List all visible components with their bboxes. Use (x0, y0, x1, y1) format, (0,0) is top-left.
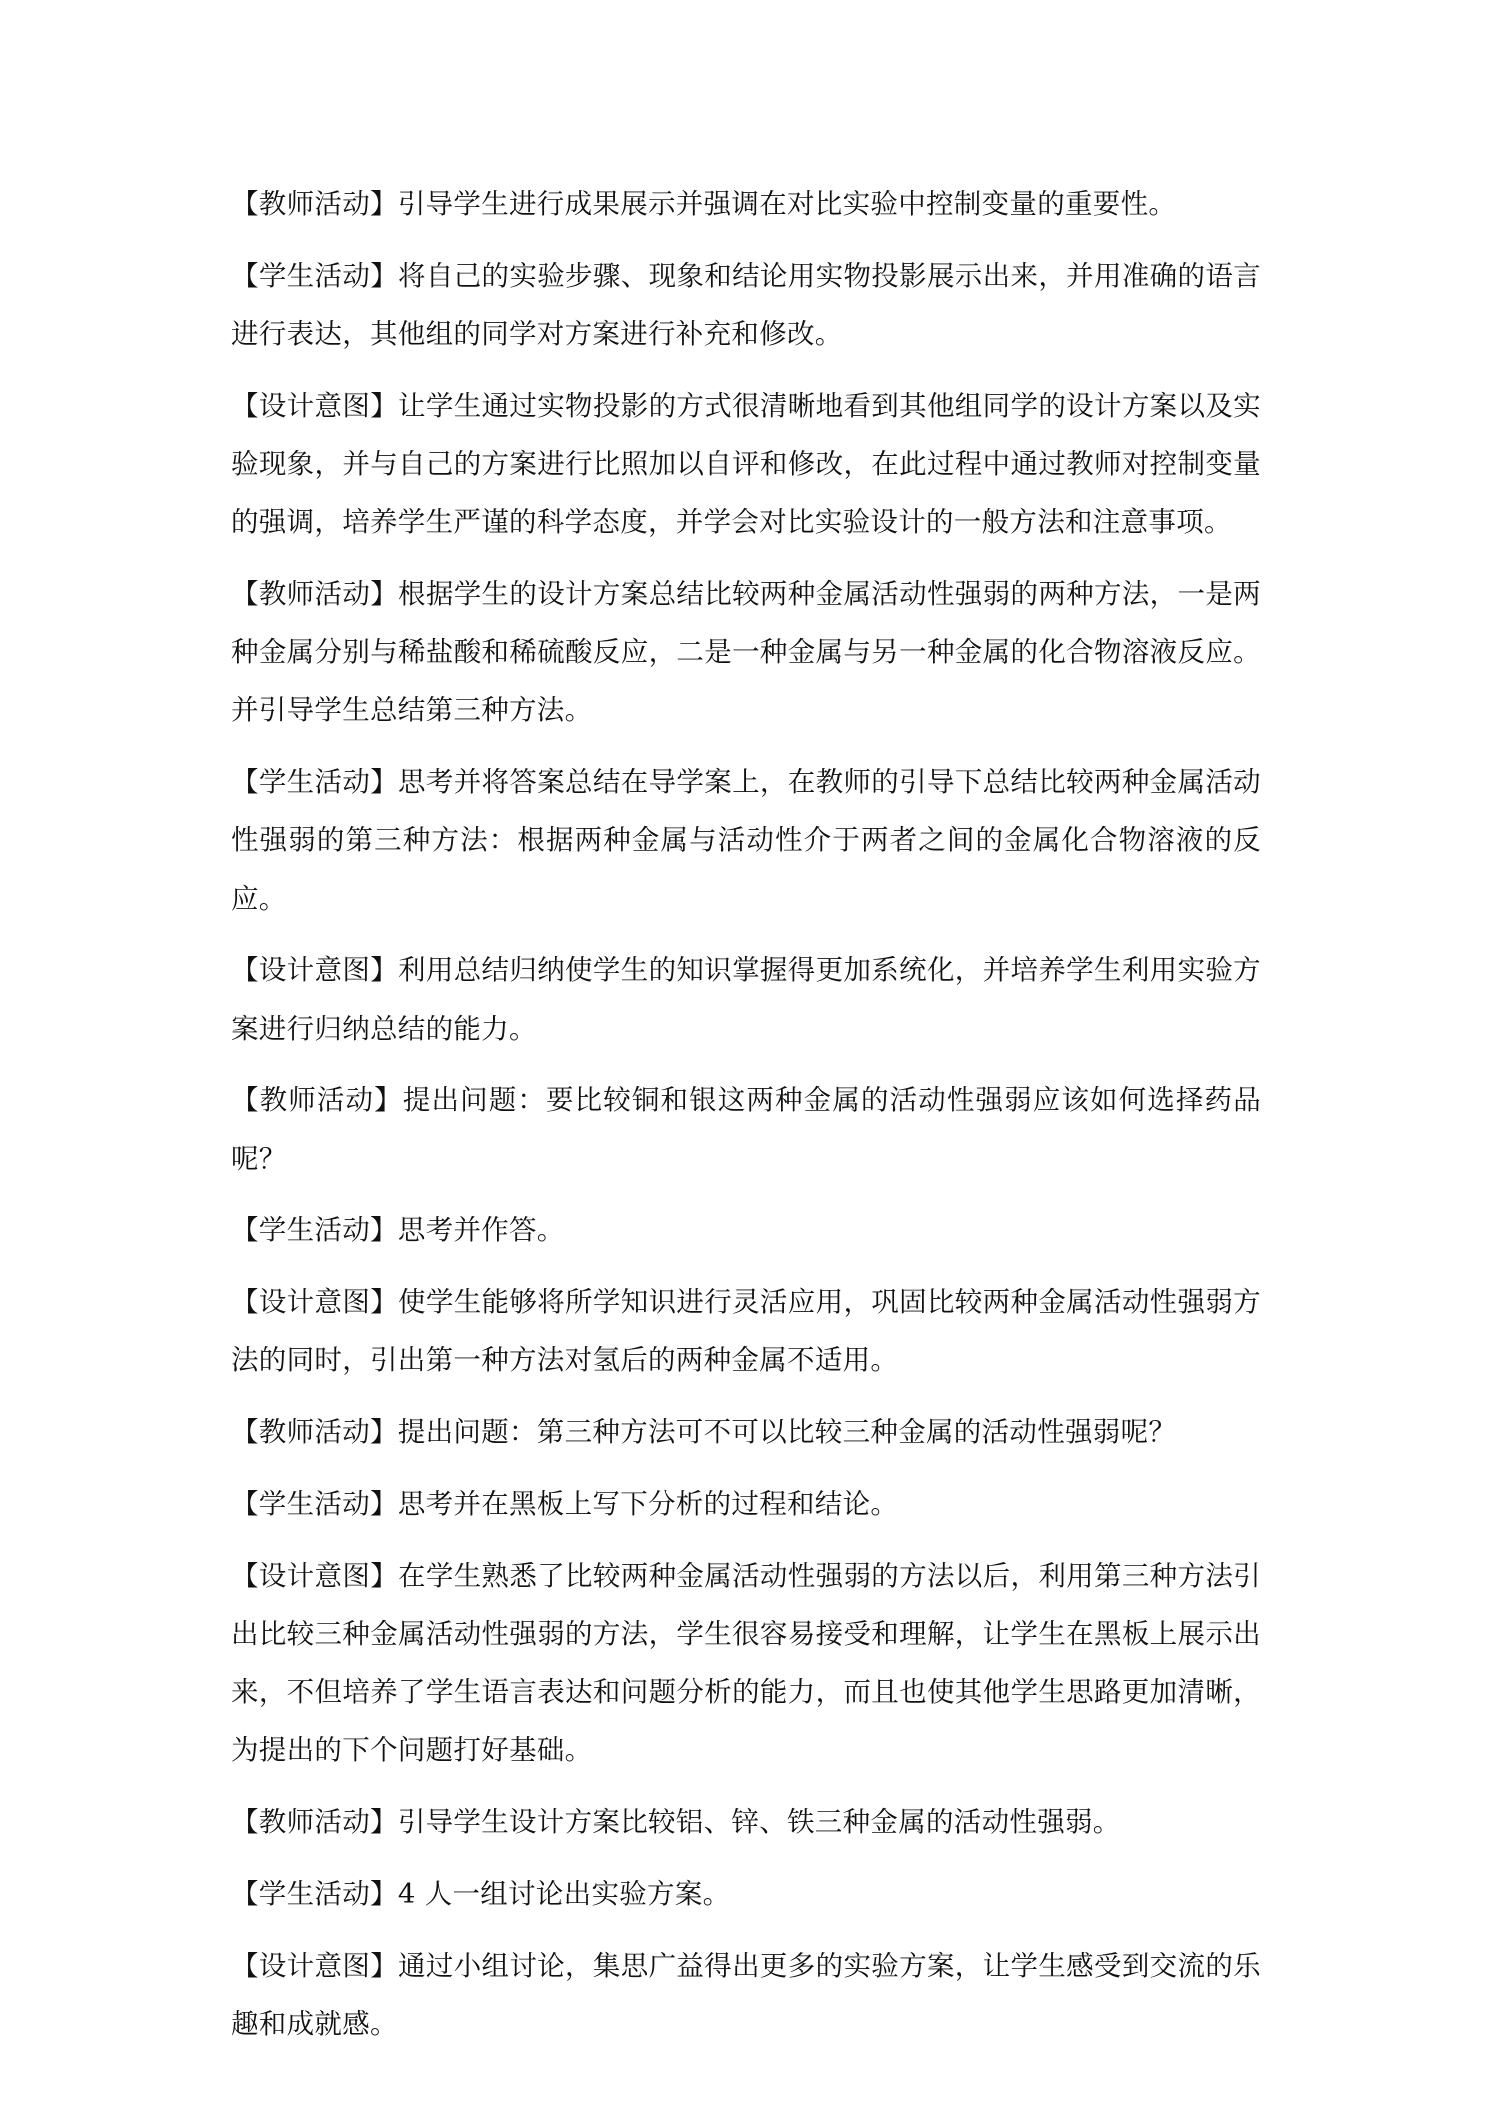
paragraph-label: 【学生活动】 (231, 766, 399, 799)
paragraph-label: 【教师活动】 (231, 578, 399, 610)
paragraph-label: 【教师活动】 (231, 1084, 403, 1117)
paragraph-label: 【设计意图】 (231, 954, 399, 987)
paragraph-text: 使学生能够将所学知识进行灵活应用，巩固比较两种金属活动性强弱方法的同时，引出第一种方法对氢后的两种金属不适用。 (231, 1286, 1261, 1377)
paragraph-design-intent (231, 941, 1261, 1057)
paragraph-label: 【设计意图】 (231, 1286, 399, 1319)
paragraph-teacher-activity (231, 175, 1261, 233)
paragraph-text: 让学生通过实物投影的方式很清晰地看到其他组同学的设计方案以及实验现象，并与自己的方案进行比照加以自评和修改，在此过程中通过教师对控制变量的强调，培养学生严谨的科学态度，并学会对比实验设计的一般方法和注意事项。 (231, 389, 1261, 539)
paragraph-label: 【学生活动】 (231, 259, 399, 292)
paragraph-teacher-activity (231, 1071, 1261, 1187)
paragraph-text: 根据学生的设计方案总结比较两种金属活动性强弱的两种方法，一是两种金属分别与稀盐酸和稀硫酸反应，二是一种金属与另一种金属的化合物溶液反应。并引导学生总结第三种方法。 (231, 578, 1261, 727)
paragraph-student-activity (231, 1865, 1261, 1923)
paragraph-label: 【学生活动】 (231, 1214, 398, 1247)
paragraph-design-intent (231, 377, 1261, 552)
paragraph-design-intent (231, 1273, 1261, 1389)
paragraph-label: 【学生活动】 (231, 1488, 398, 1520)
paragraph-text: 思考并在黑板上写下分析的过程和结论。 (397, 1488, 899, 1520)
paragraph-student-activity (231, 1201, 1261, 1259)
paragraph-student-activity (231, 1475, 1261, 1533)
paragraph-text: 引导学生设计方案比较铝、锌、铁三种金属的活动性强弱。 (397, 1806, 1121, 1839)
paragraph-label: 【设计意图】 (231, 1949, 399, 1982)
paragraph-teacher-activity (231, 1793, 1261, 1851)
paragraph-text: 将自己的实验步骤、现象和结论用实物投影展示出来，并用准确的语言进行表达，其他组的同学对方案进行补充和修改。 (231, 259, 1261, 350)
paragraph-text: 思考并作答。 (397, 1214, 565, 1247)
paragraph-text: 4 人一组讨论出实验方案。 (397, 1878, 731, 1910)
paragraph-label: 【教师活动】 (231, 1806, 398, 1839)
paragraph-text: 思考并将答案总结在导学案上，在教师的引导下总结比较两种金属活动性强弱的第三种方法：根据两种金属与活动性介于两者之间的金属化合物溶液的反应。 (231, 766, 1261, 915)
paragraph-design-intent (231, 1547, 1261, 1780)
paragraph-student-activity (231, 753, 1261, 928)
paragraph-design-intent (231, 1937, 1261, 2053)
paragraph-label: 【设计意图】 (231, 1559, 399, 1592)
paragraph-student-activity (231, 247, 1261, 363)
paragraph-label: 【教师活动】 (231, 1416, 398, 1449)
paragraph-text: 提出问题：第三种方法可不可以比较三种金属的活动性强弱呢？ (397, 1416, 1177, 1449)
paragraph-label: 【设计意图】 (231, 389, 399, 422)
paragraph-label: 【教师活动】 (231, 188, 398, 220)
paragraph-teacher-activity (231, 1403, 1261, 1461)
paragraph-text: 通过小组讨论，集思广益得出更多的实验方案，让学生感受到交流的乐趣和成就感。 (231, 1949, 1261, 2040)
paragraph-text: 在学生熟悉了比较两种金属活动性强弱的方法以后，利用第三种方法引出比较三种金属活动性强弱的方法，学生很容易接受和理解，让学生在黑板上展示出来，不但培养了学生语言表达和问题分析的能力，而且也使其他学生思路更加清晰，为提出的下个问题打好基础。 (231, 1559, 1261, 1767)
paragraph-text: 利用总结归纳使学生的知识掌握得更加系统化，并培养学生利用实验方案进行归纳总结的能力。 (231, 954, 1261, 1045)
paragraph-text: 引导学生进行成果展示并强调在对比实验中控制变量的重要性。 (397, 188, 1177, 220)
paragraph-teacher-activity (231, 565, 1261, 740)
document-page (231, 175, 1261, 2067)
paragraph-label: 【学生活动】 (231, 1878, 398, 1910)
paragraph-text: 提出问题：要比较铜和银这两种金属的活动性强弱应该如何选择药品呢？ (231, 1084, 1261, 1175)
